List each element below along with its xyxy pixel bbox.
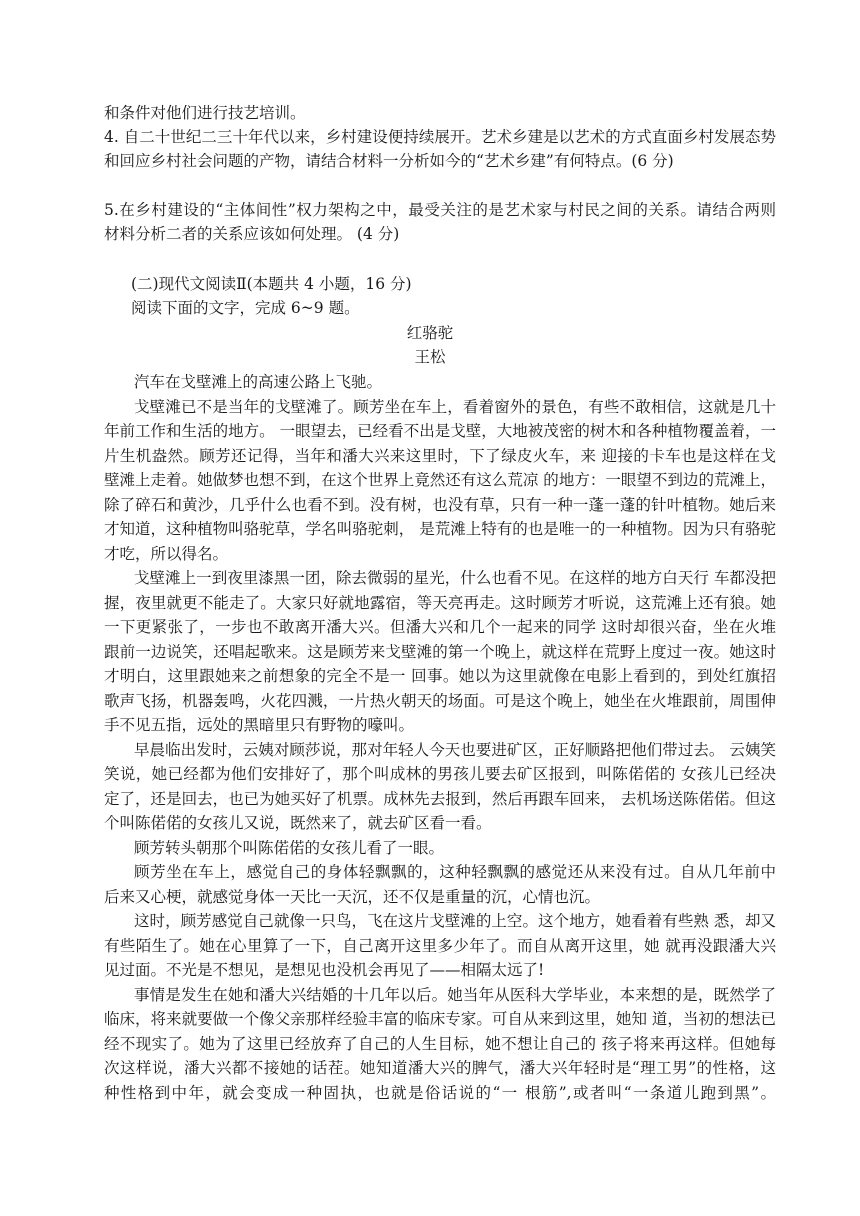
article-author: 王松 bbox=[414, 348, 446, 366]
article-line: 个叫陈偌偌的女孩儿又说，既然来了，就去矿区看一看。 bbox=[104, 814, 492, 832]
article-line: 顾芳坐在车上，感觉自己的身体轻飘飘的，这种轻飘飘的感觉还从来没有过。自从几年前中 bbox=[134, 863, 776, 881]
article-line: 后来又心梗，就感觉身体一天比一天沉，还不仅是重量的沉，心情也沉。 bbox=[104, 887, 601, 906]
section-heading: (二)现代文阅读Ⅱ(本题共 4 小题，16 分) bbox=[131, 275, 412, 293]
article-line: 这时，顾芳感觉自己就像一只鸟，飞在这片戈壁滩的上空。这个地方，她看着有些熟 悉，却又 bbox=[134, 912, 776, 930]
article-line: 事情是发生在她和潘大兴结婚的十几年以后。她当年从医科大学毕业，本来想的是，既然学了 bbox=[134, 985, 776, 1004]
article-line: 手不见五指，远处的黑暗里只有野物的嚎叫。 bbox=[104, 716, 415, 734]
article-line: 经不现实了。她为了这里已经放弃了自己的人生目标，她不想让自己的 孩子将来再这样。但她每 bbox=[104, 1034, 776, 1053]
article-line: 笑说，她已经都为他们安排好了，那个叫成林的男孩儿要去矿区报到，叫陈偌偌的 女孩儿已经决 bbox=[104, 765, 776, 783]
article-line: 才明白，这里跟她来之前想象的完全不是一 回事。她以为这里就像在电影上看到的，到处红旗招 bbox=[104, 667, 776, 685]
article-line: 除了碎石和黄沙，几乎什么也看不到。没有树，也没有草，只有一种一蓬一蓬的针叶植物。她后来 bbox=[104, 495, 776, 514]
article-line: 定了，还是回去，也已为她买好了机票。成林先去报到，然后再跟车回来， 去机场送陈偌偌。但这 bbox=[104, 789, 776, 808]
article-line: 戈壁滩已不是当年的戈壁滩了。顾芳坐在车上，看着窗外的景色，有些不敢相信，这就是几十 bbox=[134, 397, 776, 416]
question-5-line-2: 材料分析二者的关系应该如何处理。 (4 分) bbox=[104, 225, 400, 243]
article-line: 才吃，所以得名。 bbox=[104, 544, 229, 563]
article-title: 红骆驼 bbox=[406, 324, 454, 342]
article-line: 戈壁滩上一到夜里漆黑一团，除去微弱的星光，什么也看不见。在这样的地方白天行 车都没把 bbox=[134, 569, 776, 587]
article-line: 种性格到中年，就会变成一种固执，也就是俗话说的“一 根筋”,或者叫“一条道儿跑到黑”。 bbox=[104, 1083, 776, 1102]
article-line: 片生机盎然。顾芳还记得，当年和潘大兴来这里时，下了绿皮火车，来 迎接的卡车也是这样在戈 bbox=[104, 446, 776, 465]
article-line: 有些陌生了。她在心里算了一下，自己离开这里多少年了。而自从离开这里，她 就再没跟潘大兴 bbox=[104, 936, 776, 955]
article-line: 歌声飞扬，机器轰鸣，火花四溅，一片热火朝天的场面。可是这个晚上，她坐在火堆跟前，周围伸 bbox=[104, 691, 776, 710]
article-line: 握，夜里就更不能走了。大家只好就地露宿，等天亮再走。这时顾芳才听说，这荒滩上还有狼。她 bbox=[104, 593, 776, 612]
article-line: 跟前一边说笑，还唱起歌来。这是顾芳来戈壁滩的第一个晚上，就这样在荒野上度过一夜。她这时 bbox=[104, 642, 776, 661]
article-line: 年前工作和生活的地方。 一眼望去，已经看不出是戈壁，大地被茂密的树木和各种植物覆盖着，一 bbox=[104, 422, 776, 440]
question-4-line-1: 4. 自二十世纪二三十年代以来，乡村建设便持续展开。艺术乡建是以艺术的方式直面乡村发展态势 bbox=[104, 128, 776, 146]
previous-question-tail: 和条件对他们进行技艺培训。 bbox=[104, 104, 306, 122]
article-line: 汽车在戈壁滩上的高速公路上飞驰。 bbox=[134, 373, 383, 391]
article-line: 顾芳转头朝那个叫陈偌偌的女孩儿看了一眼。 bbox=[134, 838, 445, 857]
article-line: 临床，将来就要做一个像父亲那样经验丰富的临床专家。可自从来到这里，她知 道，当初的想法已 bbox=[104, 1010, 776, 1028]
article-line: 早晨临出发时，云姨对顾莎说，那对年轻人今天也要进矿区，正好顺路把他们带过去。 云姨笑 bbox=[134, 740, 776, 759]
article-line: 见过面。不光是不想见，是想见也没机会再见了——相隔太远了! bbox=[104, 961, 545, 979]
article-line: 才知道，这种植物叫骆驼草，学名叫骆驼刺， 是荒滩上特有的也是唯一的一种植物。因为只有骆驼 bbox=[104, 520, 776, 538]
article-line: 壁滩上走着。她做梦也想不到，在这个世界上竟然还有这么荒凉 的地方：一眼望不到边的荒滩上， bbox=[104, 471, 776, 489]
article-line: 一下更紧张了，一步也不敢离开潘大兴。但潘大兴和几个一起来的同学 这时却很兴奋，坐在火堆 bbox=[104, 618, 776, 636]
article-line: 次这样说，潘大兴都不接她的话茬。她知道潘大兴的脾气，潘大兴年轻时是“理工男”的性格，这 bbox=[104, 1059, 776, 1077]
question-5-line-1: 5.在乡村建设的“主体间性”权力架构之中，最受关注的是艺术家与村民之间的关系。请结合两则 bbox=[104, 201, 776, 219]
section-instruction: 阅读下面的文字，完成 6~9 题。 bbox=[131, 299, 360, 317]
question-4-line-2: 和回应乡村社会问题的产物，请结合材料一分析如今的“艺术乡建”有何特点。(6 分) bbox=[104, 152, 674, 170]
